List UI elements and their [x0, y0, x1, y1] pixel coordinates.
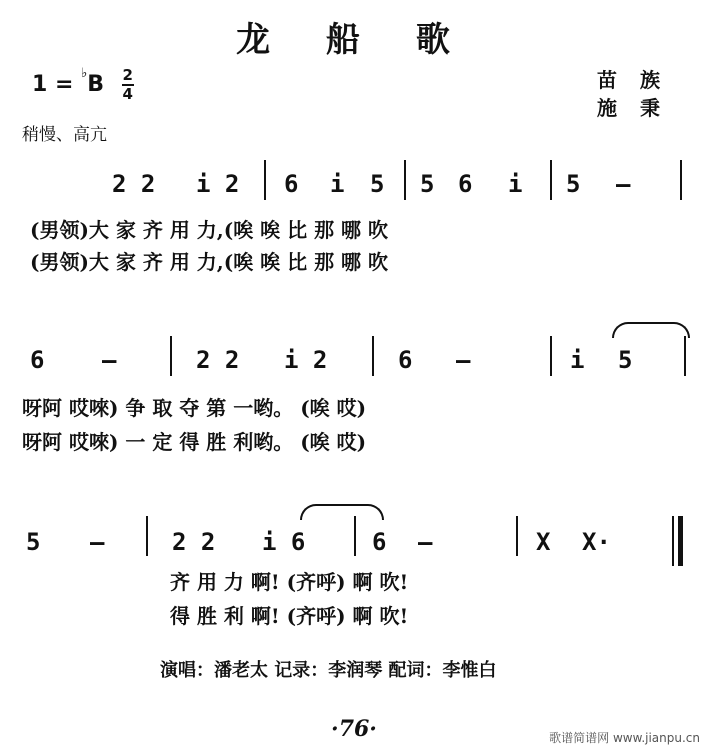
bar-line	[684, 336, 686, 376]
note: i	[570, 346, 585, 374]
note: 5	[26, 528, 41, 556]
dash: —	[90, 528, 105, 556]
dash: —	[418, 528, 433, 556]
watermark: 歌谱简谱网 www.jianpu.cn	[549, 731, 700, 745]
note-group: 2 2	[196, 346, 240, 374]
bar-line	[550, 160, 552, 200]
note-group: i 2	[284, 346, 328, 374]
time-top: 2	[122, 66, 133, 84]
time-signature	[122, 68, 134, 102]
note: 5	[618, 346, 633, 374]
note: 6	[398, 346, 413, 374]
note: 5	[566, 170, 581, 198]
bar-line	[404, 160, 406, 200]
key-signature	[32, 65, 134, 103]
final-bar-thick	[678, 516, 683, 566]
lyric-verse-2: 得 胜 利 啊! (齐呼) 啊 吹!	[170, 604, 409, 628]
bar-line	[354, 516, 356, 556]
flat-sign: ♭	[81, 65, 88, 81]
note: i	[330, 170, 345, 198]
dash: —	[456, 346, 471, 374]
page-number: ·76·	[331, 716, 377, 742]
ethnic-origin: 苗 族	[597, 68, 668, 92]
note: i	[508, 170, 523, 198]
time-bottom: 4	[122, 85, 133, 103]
key-prefix: 1 =	[32, 72, 74, 97]
tempo-marking: 稍慢、高亢	[22, 125, 107, 145]
note: 5	[420, 170, 435, 198]
note-group: 2 2	[112, 170, 156, 198]
dash: —	[616, 170, 631, 198]
note-group: 2 2	[172, 528, 216, 556]
credits: 演唱：潘老太 记录：李润琴 配词：李惟白	[160, 660, 497, 681]
final-bar-thin	[672, 516, 674, 566]
note: X·	[582, 528, 611, 556]
bar-line	[170, 336, 172, 376]
bar-line	[516, 516, 518, 556]
note: X	[536, 528, 551, 556]
tie-arc	[300, 504, 384, 520]
bar-line	[146, 516, 148, 556]
bar-line	[372, 336, 374, 376]
bar-line	[264, 160, 266, 200]
note: 6	[372, 528, 387, 556]
lyric-verse-2: (男领)大 家 齐 用 力,(唉 唉 比 那 哪 吹	[30, 250, 389, 274]
bar-line	[680, 160, 682, 200]
note: 6	[458, 170, 473, 198]
lyric-verse-1: 齐 用 力 啊! (齐呼) 啊 吹!	[170, 570, 409, 594]
dash: —	[102, 346, 117, 374]
arranger: 施 秉	[597, 96, 668, 120]
note-group: i 2	[196, 170, 240, 198]
note: 6	[284, 170, 299, 198]
lyric-verse-1: (男领)大 家 齐 用 力,(唉 唉 比 那 哪 吹	[30, 218, 389, 242]
tie-arc	[612, 322, 690, 338]
lyric-verse-2: 呀阿 哎唻) 一 定 得 胜 利哟。 (唉 哎)	[22, 430, 367, 454]
note: 5	[370, 170, 385, 198]
key-tonic: B	[87, 72, 104, 97]
lyric-verse-1: 呀阿 哎唻) 争 取 夺 第 一哟。 (唉 哎)	[22, 396, 367, 420]
song-title: 龙 船 歌	[236, 20, 472, 60]
note: 6	[30, 346, 45, 374]
note-group: i 6	[262, 528, 306, 556]
bar-line	[550, 336, 552, 376]
